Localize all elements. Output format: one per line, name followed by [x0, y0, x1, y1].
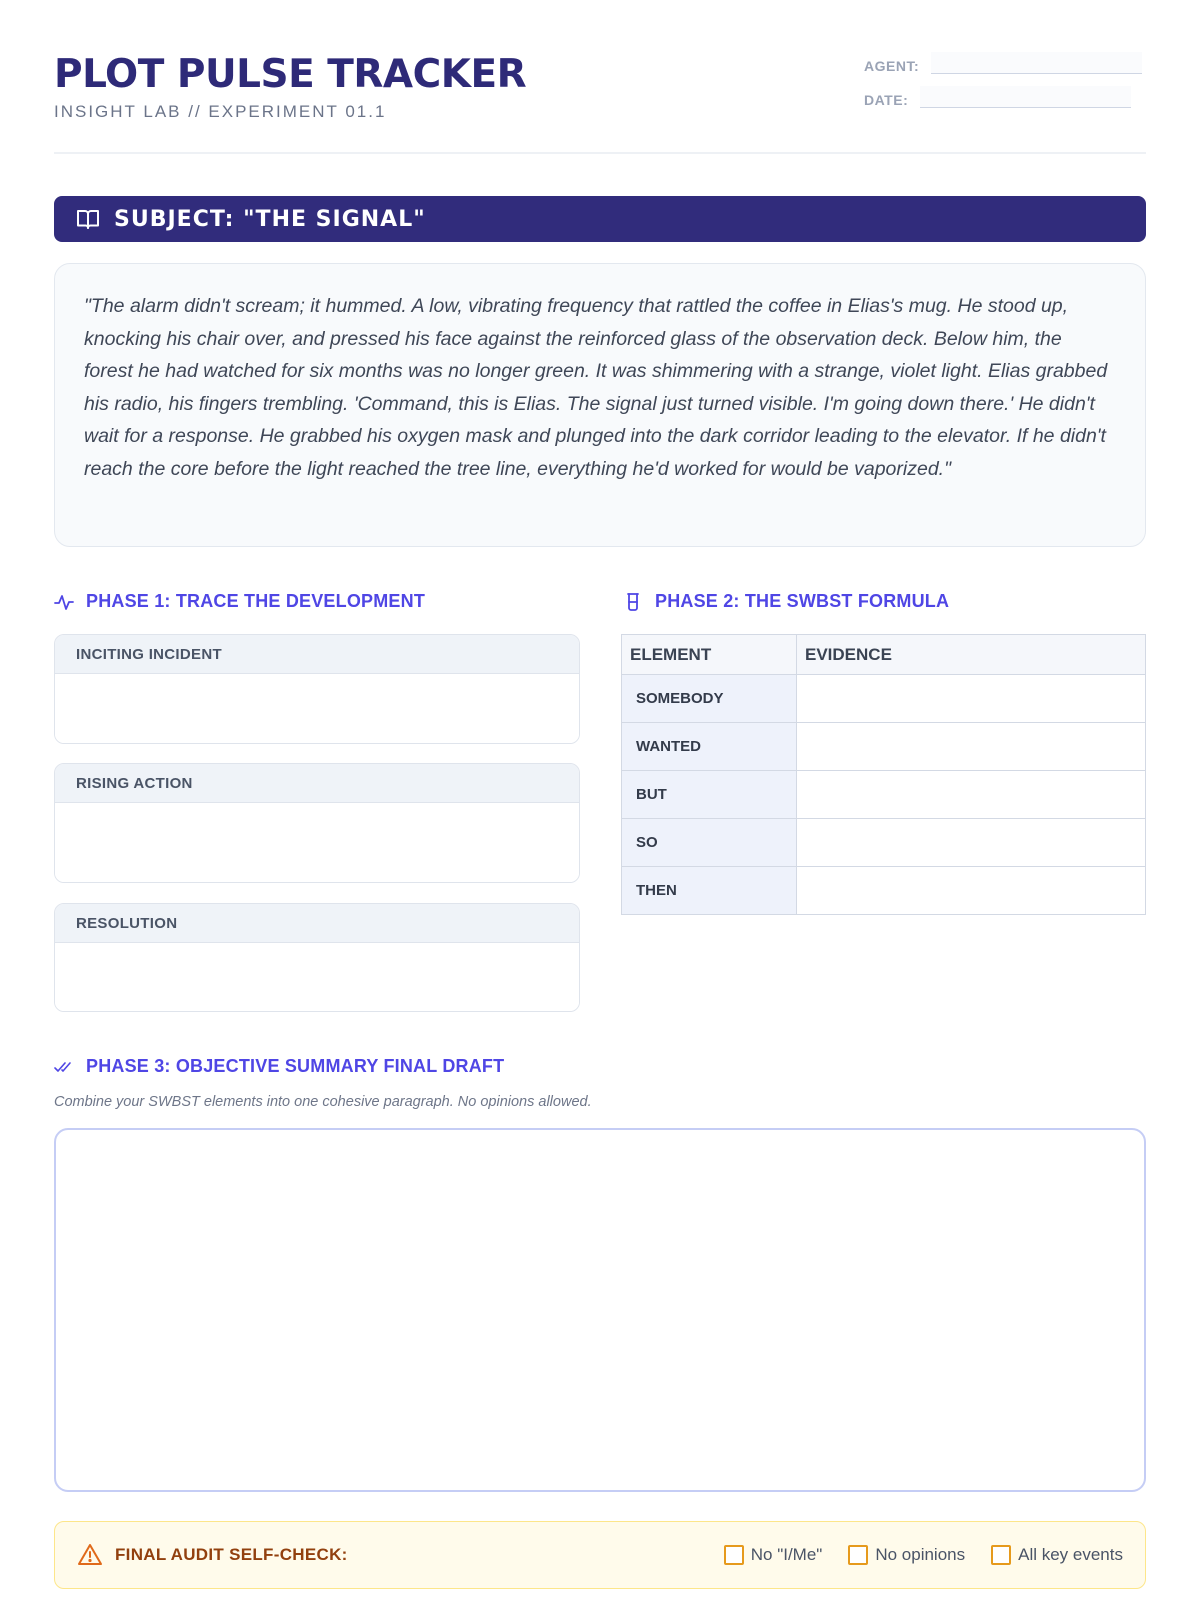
- worksheet-page: [54, 0, 1146, 1600]
- audit-label: FINAL AUDIT SELF-CHECK:: [115, 1545, 348, 1564]
- subject-banner: [54, 196, 1146, 242]
- checkbox[interactable]: [724, 1545, 744, 1565]
- date-label: DATE:: [864, 92, 909, 108]
- subject-title: SUBJECT: "THE SIGNAL": [114, 206, 426, 232]
- page-subtitle: INSIGHT LAB // EXPERIMENT 01.1: [54, 102, 387, 121]
- flask-icon: [623, 592, 643, 612]
- table-row: [622, 819, 1146, 867]
- check-label: All key events: [1018, 1545, 1123, 1564]
- checkbox[interactable]: [991, 1545, 1011, 1565]
- rising-action-field[interactable]: [55, 803, 579, 882]
- evidence-field[interactable]: [797, 675, 1146, 723]
- table-row: [622, 675, 1146, 723]
- resolution-field[interactable]: [55, 943, 579, 1011]
- agent-field[interactable]: [931, 52, 1142, 74]
- page-title: PLOT PULSE TRACKER: [54, 52, 527, 97]
- element-cell: SO: [622, 819, 797, 867]
- table-row: [622, 867, 1146, 915]
- rising-action-card: [54, 763, 580, 883]
- check-all-key-events[interactable]: [991, 1545, 1123, 1565]
- double-check-icon: [54, 1057, 74, 1077]
- column-header-element: ELEMENT: [622, 635, 797, 675]
- table-row: [622, 723, 1146, 771]
- audit-checklist: [698, 1545, 1145, 1565]
- table-row: [622, 771, 1146, 819]
- evidence-field[interactable]: [797, 819, 1146, 867]
- checkbox[interactable]: [848, 1545, 868, 1565]
- resolution-card: [54, 903, 580, 1012]
- inciting-incident-card: [54, 634, 580, 744]
- date-field[interactable]: [920, 86, 1131, 108]
- element-cell: THEN: [622, 867, 797, 915]
- element-cell: BUT: [622, 771, 797, 819]
- check-no-opinions[interactable]: [848, 1545, 965, 1565]
- phase2-title: PHASE 2: THE SWBST FORMULA: [655, 591, 950, 611]
- check-label: No opinions: [875, 1545, 966, 1564]
- header: [54, 48, 1146, 154]
- agent-label: AGENT:: [864, 58, 920, 74]
- book-open-icon: [76, 208, 100, 230]
- check-no-i-me[interactable]: [724, 1545, 823, 1565]
- activity-pulse-icon: [54, 592, 74, 612]
- element-cell: SOMEBODY: [622, 675, 797, 723]
- swbst-table: [621, 634, 1146, 915]
- card-label: INCITING INCIDENT: [55, 635, 579, 674]
- phase3-instructions: Combine your SWBST elements into one cohesive paragraph. No opinions allowed.: [54, 1094, 592, 1110]
- phase1-title: PHASE 1: TRACE THE DEVELOPMENT: [86, 591, 426, 611]
- summary-draft-field[interactable]: [54, 1128, 1146, 1492]
- card-label: RISING ACTION: [55, 764, 579, 803]
- passage-box: [54, 263, 1146, 547]
- inciting-incident-field[interactable]: [55, 674, 579, 743]
- evidence-field[interactable]: [797, 723, 1146, 771]
- agent-row: [864, 52, 1142, 74]
- warning-triangle-icon: [77, 1542, 103, 1568]
- evidence-field[interactable]: [797, 771, 1146, 819]
- card-label: RESOLUTION: [55, 904, 579, 943]
- evidence-field[interactable]: [797, 867, 1146, 915]
- date-row: [864, 86, 1131, 108]
- column-header-evidence: EVIDENCE: [797, 635, 1146, 675]
- table-header-row: [622, 635, 1146, 675]
- phase3-heading: [54, 1056, 504, 1077]
- phase3-title: PHASE 3: OBJECTIVE SUMMARY FINAL DRAFT: [86, 1056, 505, 1076]
- check-label: No "I/Me": [750, 1545, 823, 1564]
- element-cell: WANTED: [622, 723, 797, 771]
- phase2-heading: [623, 591, 949, 612]
- phase1-heading: [54, 591, 425, 612]
- final-audit-bar: [54, 1521, 1146, 1589]
- passage-text: "The alarm didn't scream; it hummed. A low, vibrating frequency that rattled the coffee in Elias's mug. He stood up, knocking his chair over, and pressed his face against the reinforced glass of the observation deck. Below him, the forest he had watched for six months was no longer green. It was shimmering with a strange, violet light. Elias grabbed his radio, his fingers trembling. 'Command, this is Elias. The signal just turned visible. I'm going down there.' He didn't wait for a response. He grabbed his oxygen mask and plunged into the dark corridor leading to the elevator. If he didn't reach the core before the light reached the tree line, everything he'd worked for would be vaporized.": [84, 295, 1108, 480]
